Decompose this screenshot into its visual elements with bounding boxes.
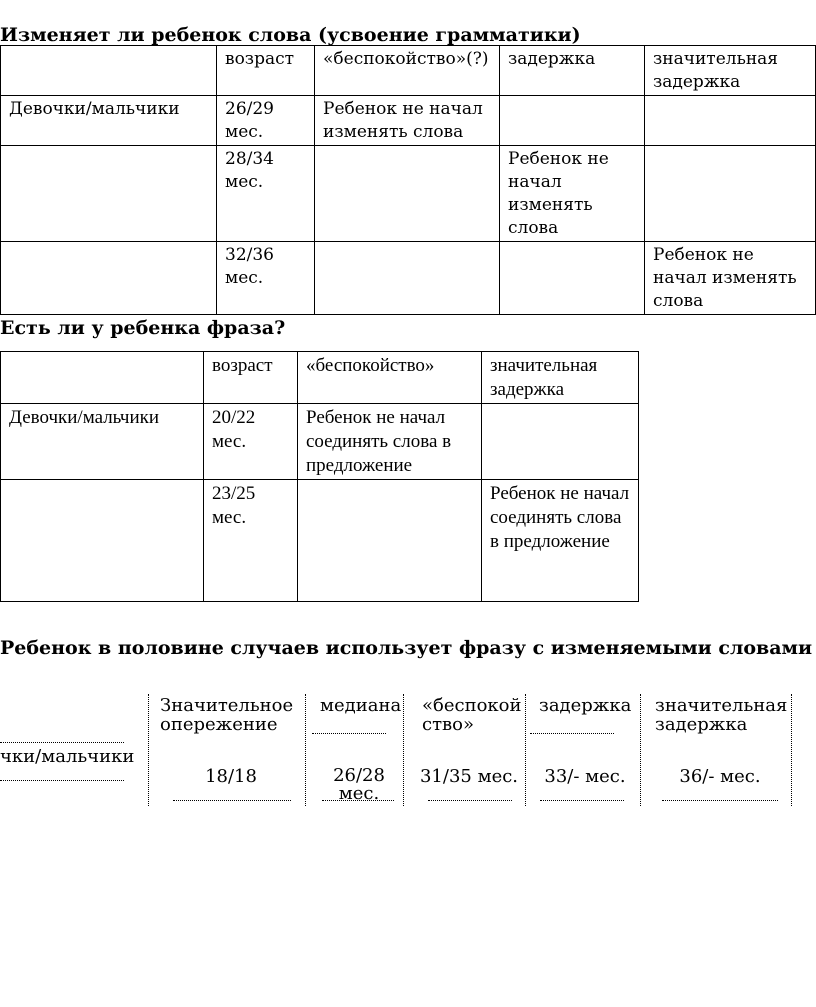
fraction-table bbox=[0, 690, 816, 820]
table-header-row bbox=[1, 352, 639, 404]
header-cell: возраст bbox=[204, 352, 298, 404]
row-divider bbox=[662, 800, 778, 801]
table-cell: 23/25 мес. bbox=[204, 480, 298, 602]
table-cell bbox=[1, 242, 217, 315]
table-cell bbox=[1, 146, 217, 242]
table-row bbox=[1, 96, 816, 146]
table-cell: Ребенок не начал изменять слова bbox=[500, 146, 645, 242]
table-cell: 20/22 мес. bbox=[204, 404, 298, 480]
row-divider bbox=[530, 733, 614, 734]
column-divider bbox=[640, 694, 641, 806]
header-cell bbox=[160, 696, 300, 734]
header-cell bbox=[1, 352, 204, 404]
phrase-table bbox=[0, 351, 639, 602]
row-divider bbox=[312, 733, 386, 734]
table-cell bbox=[482, 404, 639, 480]
value-cell: 18/18 bbox=[205, 766, 257, 787]
column-divider bbox=[305, 694, 306, 806]
header-cell: медиана bbox=[320, 695, 402, 716]
row-divider bbox=[0, 780, 124, 781]
table-cell bbox=[1, 480, 204, 602]
header-cell: значительная задержка bbox=[482, 352, 639, 404]
table-cell: Ребенок не начал соединять слова в предложение bbox=[298, 404, 482, 480]
table-cell: Ребенок не начал изменять слова bbox=[315, 96, 500, 146]
table-cell bbox=[315, 242, 500, 315]
table-cell: Девочки/мальчики bbox=[1, 404, 204, 480]
value-cell: 33/- мес. bbox=[544, 766, 626, 787]
table-cell bbox=[645, 146, 816, 242]
row-divider bbox=[0, 742, 124, 743]
header-cell: «беспокойство»(?) bbox=[315, 46, 500, 96]
header-cell: «беспокойство» bbox=[298, 352, 482, 404]
table-row bbox=[1, 404, 639, 480]
header-text: Значительное опережение bbox=[160, 695, 294, 735]
header-cell: задержка bbox=[539, 695, 632, 716]
grammar-table bbox=[0, 45, 816, 315]
column-divider bbox=[525, 694, 526, 806]
header-cell: возраст bbox=[217, 46, 315, 96]
column-divider bbox=[791, 694, 792, 806]
column-divider bbox=[403, 694, 404, 806]
table-row bbox=[1, 480, 639, 602]
table-cell bbox=[298, 480, 482, 602]
table-cell bbox=[645, 96, 816, 146]
table-row bbox=[1, 146, 816, 242]
header-cell: «беспокой ство» bbox=[422, 695, 522, 735]
table-row bbox=[1, 242, 816, 315]
value-cell: 36/- мес. bbox=[679, 766, 761, 787]
table-cell: Ребенок не начал изменять слова bbox=[645, 242, 816, 315]
header-cell bbox=[1, 46, 217, 96]
table-cell bbox=[500, 96, 645, 146]
table-cell: Ребенок не начал соединять слова в предложение bbox=[482, 480, 639, 602]
row-divider bbox=[540, 800, 624, 801]
table-cell: 28/34 мес. bbox=[217, 146, 315, 242]
section2-heading: Есть ли у ребенка фраза? bbox=[0, 317, 286, 339]
row-divider bbox=[428, 800, 512, 801]
section3-heading: Ребенок в половине случаев использует фразу с изменяемыми словами bbox=[0, 637, 813, 659]
header-cell: значительная задержка bbox=[645, 46, 816, 96]
section1-heading: Изменяет ли ребенок слова (усвоение грамматики) bbox=[0, 24, 581, 46]
value-cell: 31/35 мес. bbox=[419, 766, 519, 787]
header-cell: значительная задержка bbox=[655, 695, 788, 735]
table-cell: 26/29 мес. bbox=[217, 96, 315, 146]
table-cell: 32/36 мес. bbox=[217, 242, 315, 315]
table-header-row bbox=[1, 46, 816, 96]
header-cell: задержка bbox=[500, 46, 645, 96]
column-divider bbox=[148, 694, 149, 806]
row-divider bbox=[173, 800, 291, 801]
value-cell: 26/28 мес. bbox=[333, 765, 385, 804]
table-cell bbox=[315, 146, 500, 242]
table-cell bbox=[500, 242, 645, 315]
row-label: чки/мальчики bbox=[0, 746, 135, 767]
table-cell: Девочки/мальчики bbox=[1, 96, 217, 146]
